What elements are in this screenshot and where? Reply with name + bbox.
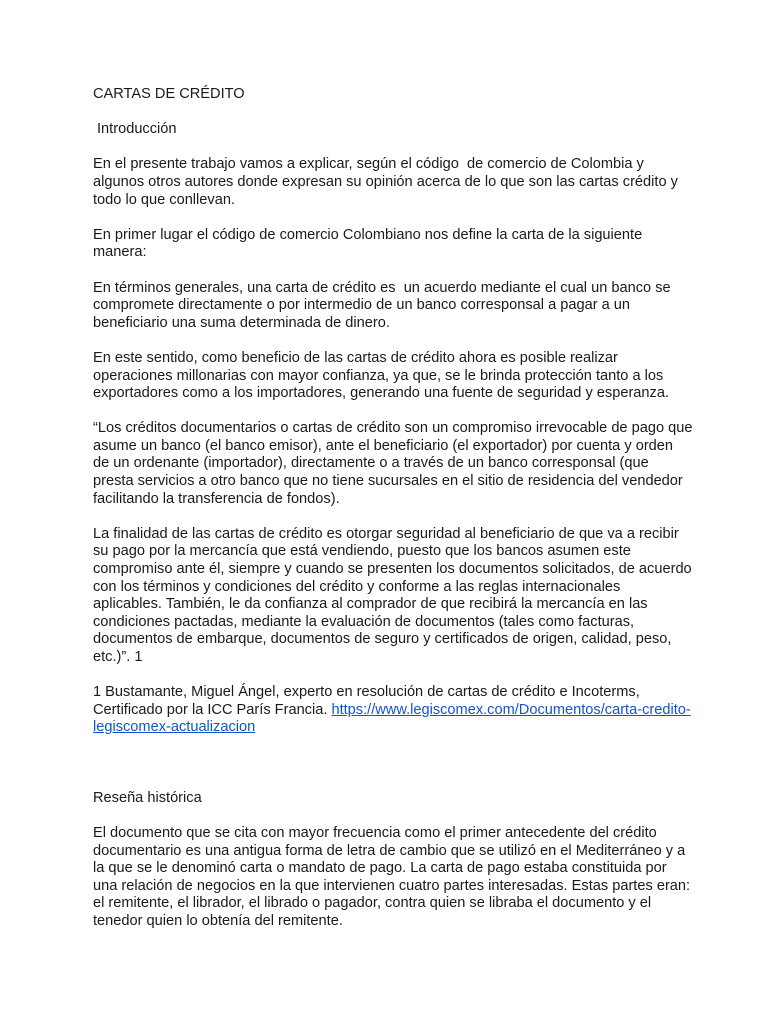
paragraph-benefit: En este sentido, como beneficio de las cartas de crédito ahora es posible realizar operaciones millonarias con mayor confianza, ya que, se le brinda protección tanto a los exportadores como a los importadores, generando una fuente de seguridad y esperanza.: [93, 349, 670, 402]
paragraph-quote-definition: “Los créditos documentarios o cartas de crédito son un compromiso irrevocable de pago que asume un banco (el banco emisor), ante el beneficiario (el exportador) por cuenta y orden de un ordenante (importador), directamente o a través de un banco corresponsal (que presta servicios a otro banco que no tiene sucursales en el sitio de residencia del vendedor facilitando la transferencia de fondos).: [93, 420, 697, 507]
document-title: CARTAS DE CRÉDITO: [93, 86, 245, 102]
history-heading: Reseña histórica: [93, 789, 202, 806]
footnote-text: 1 Bustamante, Miguel Ángel, experto en resolución de cartas de crédito e Incoterms, Certificado por la ICC París Francia.: [93, 684, 644, 718]
paragraph-history: El documento que se cita con mayor frecuencia como el primer antecedente del crédito documentario es una antigua forma de letra de cambio que se utilizó en el Mediterráneo y a la que se le denominó carta o mandato de pago. La carta de pago estaba constituida por una relación de negocios en la que intervienen cuatro partes interesadas. Estas partes eran: el remitente, el librador, el librado o pagador, contra quien se libraba el documento y el tenedor quien lo obtenía del remitente.: [93, 824, 695, 929]
paragraph-general-terms: En términos generales, una carta de crédito es un acuerdo mediante el cual un banco se compromete directamente o por intermedio de un banco corresponsal a pagar a un beneficiario una suma determinada de dinero.: [93, 279, 675, 331]
intro-heading: Introducción: [97, 121, 177, 138]
footnote: [93, 684, 693, 737]
document-page: [93, 86, 697, 948]
footnote-link[interactable]: https://www.legiscomex.com/Documentos/carta-credito-legiscomex-actualizacion: [93, 701, 691, 736]
paragraph-purpose: La finalidad de las cartas de crédito es otorgar seguridad al beneficiario de que va a recibir su pago por la mercancía que está vendiendo, puesto que los bancos asumen este compromiso ante él, siempre y cuando se presenten los documentos solicitados, de acuerdo con los términos y condiciones del crédito y conforme a las reglas internacionales aplicables. También, le da confianza al comprador de que recibirá la mercancía en las condiciones pactadas, mediante la evaluación de documentos (tales como facturas, documentos de embarque, documentos de seguro y certificados de origen, calidad, peso, etc.)”. 1: [93, 525, 696, 665]
paragraph-definition-lead: En primer lugar el código de comercio Colombiano nos define la carta de la siguiente manera:: [93, 226, 647, 261]
paragraph-intro: En el presente trabajo vamos a explicar, según el código de comercio de Colombia y algunos otros autores donde expresan su opinión acerca de lo que son las cartas crédito y todo lo que conllevan.: [93, 156, 682, 208]
